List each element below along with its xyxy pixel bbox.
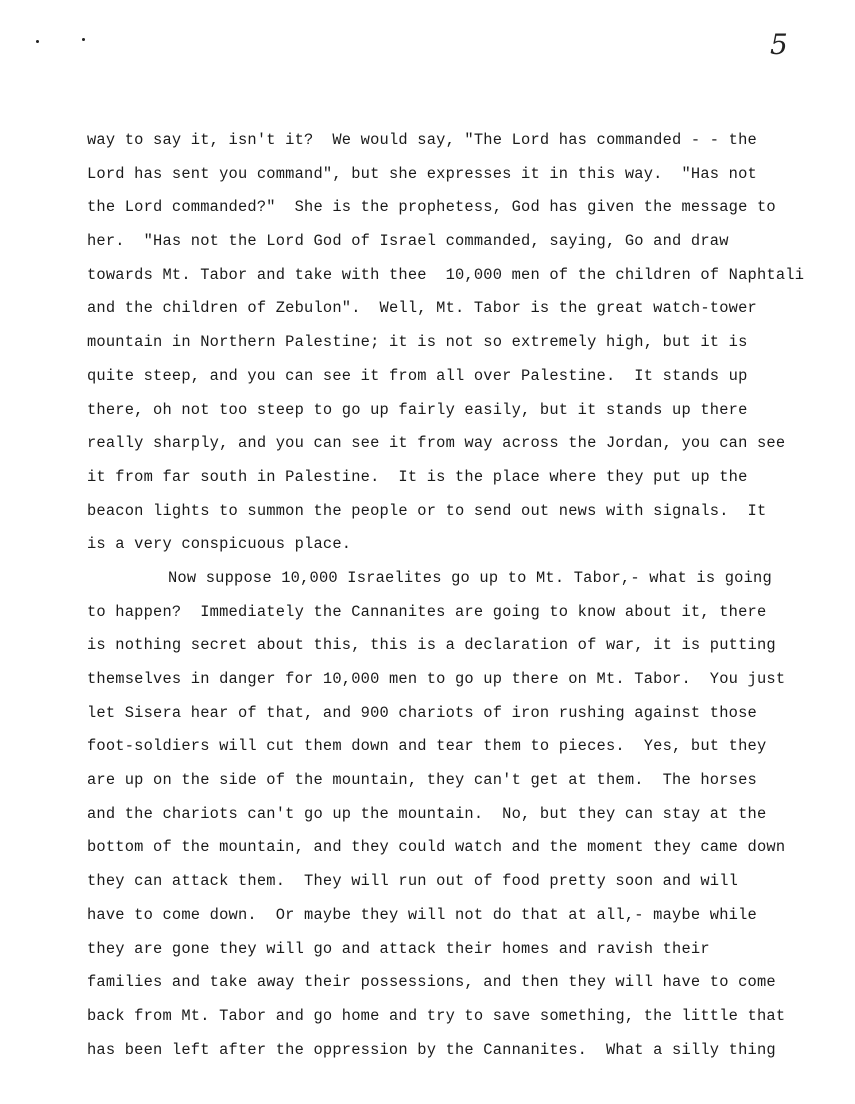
text-line: quite steep, and you can see it from all over Palestine. It stands up [87,366,748,385]
text-line: foot-soldiers will cut them down and tear them to pieces. Yes, but they [87,737,767,756]
text-line: the Lord commanded?" She is the prophetess, God has given the message to [87,198,776,217]
margin-speck [82,38,85,41]
text-line: way to say it, isn't it? We would say, "The Lord has commanded - - the [87,131,757,149]
text-line: back from Mt. Tabor and go home and try to save something, the little that [87,1006,786,1025]
text-line: and the chariots can't go up the mountain. No, but they can stay at the [87,804,767,823]
text-line: it from far south in Palestine. It is the place where they put up the [87,467,748,486]
text-line: her. "Has not the Lord God of Israel commanded, saying, Go and draw [87,232,729,251]
text-line: they are gone they will go and attack their homes and ravish their [87,939,710,958]
text-line: bottom of the mountain, and they could watch and the moment they came down [87,838,786,857]
paragraph-first-line: Now suppose 10,000 Israelites go up to Mt. Tabor,- what is going [168,568,772,587]
text-line: there, oh not too steep to go up fairly easily, but it stands up there [87,400,748,419]
text-line: they can attack them. They will run out of food pretty soon and will [87,872,739,891]
text-line: and the children of Zebulon". Well, Mt. Tabor is the great watch-tower [87,299,757,318]
text-line: themselves in danger for 10,000 men to go up there on Mt. Tabor. You just [87,670,786,688]
margin-speck [36,40,39,43]
text-line: Lord has sent you command", but she expresses it in this way. "Has not [87,164,757,183]
text-line: is a very conspicuous place. [87,535,352,554]
text-line: is nothing secret about this, this is a declaration of war, it is putting [87,636,776,655]
text-line: towards Mt. Tabor and take with thee 10,000 men of the children of Naphtali [87,265,805,284]
page-number: 5 [770,28,788,61]
text-line: really sharply, and you can see it from way across the Jordan, you can see [87,434,786,453]
text-line: let Sisera hear of that, and 900 chariots of iron rushing against those [87,703,757,722]
text-line: have to come down. Or maybe they will not do that at all,- maybe while [87,905,757,924]
text-line: has been left after the oppression by the Cannanites. What a silly thing [87,1040,776,1059]
text-line: mountain in Northern Palestine; it is not so extremely high, but it is [87,333,748,352]
text-line: to happen? Immediately the Cannanites are going to know about it, there [87,602,767,621]
text-line: are up on the side of the mountain, they can't get at them. The horses [87,771,757,790]
text-line: beacon lights to summon the people or to send out news with signals. It [87,501,767,520]
text-line: families and take away their possessions, and then they will have to come [87,973,776,992]
body-text [87,124,847,1067]
